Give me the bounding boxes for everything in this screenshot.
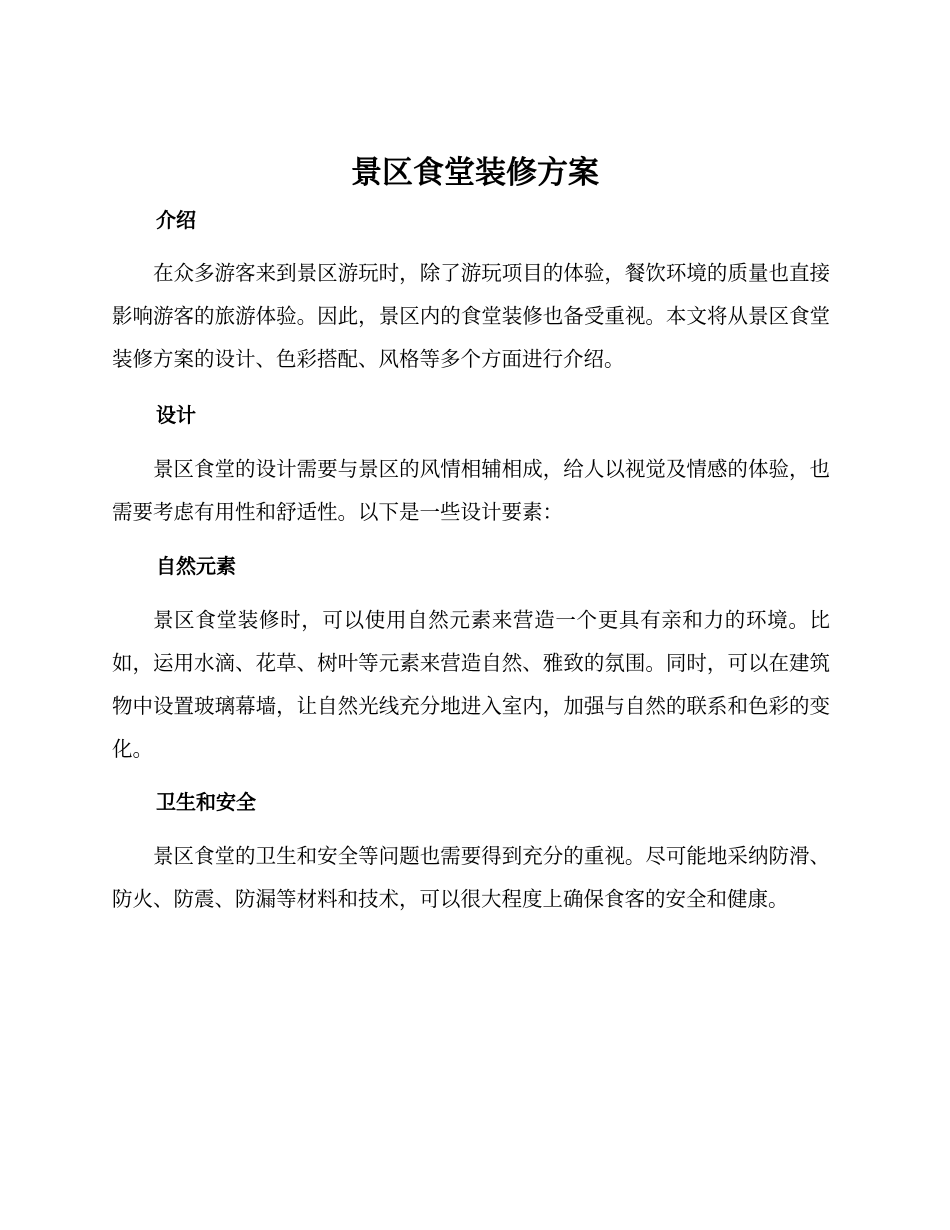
- section-paragraph-intro: 在众多游客来到景区游玩时，除了游玩项目的体验，餐饮环境的质量也直接影响游客的旅游体验。因此，景区内的食堂装修也备受重视。本文将从景区食堂装修方案的设计、色彩搭配、风格等多个方面进行介绍。: [112, 261, 830, 371]
- section-heading-intro: 介绍: [156, 208, 196, 232]
- section-heading-natural-elements: 自然元素: [156, 554, 236, 578]
- section-paragraph-hygiene-safety: 景区食堂的卫生和安全等问题也需要得到充分的重视。尽可能地采纳防滑、防火、防震、防漏等材料和技术，可以很大程度上确保食客的安全和健康。: [112, 844, 830, 911]
- document-title: 景区食堂装修方案: [351, 155, 599, 191]
- section-heading-hygiene-safety: 卫生和安全: [156, 790, 256, 814]
- section-heading-design: 设计: [156, 403, 196, 427]
- section-paragraph-design: 景区食堂的设计需要与景区的风情相辅相成，给人以视觉及情感的体验，也需要考虑有用性和舒适性。以下是一些设计要素：: [112, 457, 830, 524]
- section-paragraph-natural-elements: 景区食堂装修时，可以使用自然元素来营造一个更具有亲和力的环境。比如，运用水滴、花草、树叶等元素来营造自然、雅致的氛围。同时，可以在建筑物中设置玻璃幕墙，让自然光线充分地进入室内，加强与自然的联系和色彩的变化。: [112, 608, 830, 761]
